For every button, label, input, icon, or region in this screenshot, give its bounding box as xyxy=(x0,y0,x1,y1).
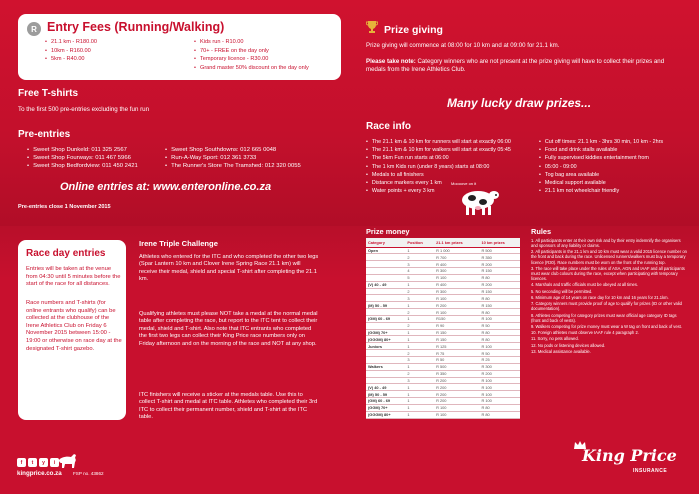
pre-entry-shop: • The Runner's Store The Tramshed: 012 320 0055 xyxy=(165,162,301,170)
prize-giving-text: Prize giving will commence at 08:00 for 10 km and at 09:00 for 21.1 km. xyxy=(366,42,560,49)
rule-item: 8. Athletes competing for category prizes must wear official age category ID tags (front and back of vests). xyxy=(531,312,677,323)
table-cell: 1 xyxy=(405,343,434,350)
race-info-item: • Water points + every 3 km xyxy=(366,187,511,195)
pre-entries-title: Pre-entries xyxy=(18,129,71,140)
table-cell: 5 xyxy=(405,274,434,281)
table-cell: 3 xyxy=(405,261,434,268)
table-cell xyxy=(366,261,405,268)
rule-item: 12. No pods or listening devices allowed. xyxy=(531,342,606,348)
table-cell: R 80 xyxy=(479,309,520,316)
table-cell: R 100 xyxy=(434,404,479,411)
table-cell: R 50 xyxy=(479,322,520,329)
rules-list xyxy=(531,238,687,414)
race-info-item: • Medals to all finishers xyxy=(366,171,511,179)
race-info-list-right xyxy=(539,138,663,195)
table-cell xyxy=(366,370,405,377)
rule-item: 5. No seconding will be permitted. xyxy=(531,288,593,294)
instagram-icon[interactable]: i xyxy=(50,458,59,467)
table-cell: (GM) 60 - 69 xyxy=(366,315,405,322)
table-cell: R 200 xyxy=(479,261,520,268)
table-header: 10 km prizes xyxy=(479,238,520,247)
race-info-item: • The 21.1 km & 10 km for runners will start at exactly 06:00 xyxy=(366,138,511,146)
table-cell: 1 xyxy=(405,247,434,254)
table-cell: R 350 xyxy=(479,254,520,261)
table-cell: 2 xyxy=(405,254,434,261)
itc-p1: Athletes who entered for the ITC and who completed the other two legs (Spar Lantern 10 km and Clover Irene Spring Race 21.1 km) will receive their medal, shield and special T-shirt after completing the 21.1 km. xyxy=(139,254,319,283)
prize-giving-note xyxy=(366,58,682,74)
table-cell: 1 xyxy=(405,315,434,322)
table-cell xyxy=(366,309,405,316)
table-cell: (V) 40 - 49 xyxy=(366,281,405,288)
race-day-card xyxy=(18,240,126,420)
table-cell xyxy=(366,377,405,384)
table-row xyxy=(366,281,520,288)
table-cell: R 80 xyxy=(479,274,520,281)
table-cell: R 100 xyxy=(479,343,520,350)
table-cell: (GGM) 70+ xyxy=(366,404,405,411)
table-cell: 2 xyxy=(405,322,434,329)
table-row xyxy=(366,302,520,309)
table-cell: 3 xyxy=(405,377,434,384)
entry-fee-item: • 10km - R160.00 xyxy=(45,47,97,56)
table-cell: (GGM) 70+ xyxy=(366,329,405,336)
table-cell: R 80 xyxy=(479,336,520,343)
race-info-item: • Tog bag area available xyxy=(539,171,663,179)
entry-fee-item: • 70+ - FREE on the day only xyxy=(194,47,309,56)
pre-entry-shop: • Sweet Shop Fourways: 011 467 5966 xyxy=(27,154,138,162)
table-row xyxy=(366,350,520,357)
prize-note-label: Please take note: xyxy=(366,58,416,65)
table-cell: R150 xyxy=(434,315,479,322)
rule-item: 7. Category winners must provide proof of age to qualify for prizes (ID or other valid documentation). xyxy=(531,301,682,312)
table-cell: (M) 50 - 59 xyxy=(366,391,405,398)
table-cell: R 200 xyxy=(434,302,479,309)
prize-giving-title: Prize giving xyxy=(384,24,443,36)
table-cell xyxy=(366,268,405,275)
table-cell xyxy=(366,254,405,261)
rules-title: Rules xyxy=(531,227,552,236)
table-cell: R 1 000 xyxy=(434,247,479,254)
rule-item: 13. Medical assistance available. xyxy=(531,349,591,355)
itc-title: Irene Triple Challenge xyxy=(139,239,218,248)
rule-item: 6. Minimum age of 14 years on race day for 10 km and 16 years for 21.1km. xyxy=(531,294,669,300)
table-row xyxy=(366,268,520,275)
table-cell: R 500 xyxy=(479,247,520,254)
pre-entry-shop: • Sweet Shop Southdowns: 012 665 0048 xyxy=(165,146,301,154)
race-info-item: • Distance markers every 1 km xyxy=(366,179,511,187)
table-cell: R 100 xyxy=(479,315,520,322)
table-cell: 4 xyxy=(405,268,434,275)
table-cell: 1 xyxy=(405,363,434,370)
table-row xyxy=(366,398,520,405)
table-cell: 3 xyxy=(405,295,434,302)
pre-entry-shop: • Run-A-Way Sport: 012 361 3733 xyxy=(165,154,301,162)
table-cell: R 100 xyxy=(434,411,479,418)
race-info-item: • 05:00 - 09:00 xyxy=(539,163,663,171)
table-row xyxy=(366,343,520,350)
table-cell: R 75 xyxy=(434,350,479,357)
table-cell: Juniors xyxy=(366,343,405,350)
prize-money-table xyxy=(366,238,520,419)
table-cell: Walkers xyxy=(366,363,405,370)
table-cell: 2 xyxy=(405,350,434,357)
entry-fees-list-right xyxy=(194,38,309,72)
race-day-p1: Entries will be taken at the venue from 04:30 until 5 minutes before the start of the race for all distances. xyxy=(26,266,121,288)
table-cell: R 90 xyxy=(434,322,479,329)
youtube-icon[interactable]: y xyxy=(39,458,48,467)
prize-note-text: Category winners who are not present at the prize giving will have to collect their prizes and medals from the Irene Athletics Club. xyxy=(366,58,665,73)
table-row xyxy=(366,357,520,364)
table-cell: R 150 xyxy=(479,302,520,309)
table-cell: 1 xyxy=(405,302,434,309)
table-row xyxy=(366,370,520,377)
table-cell: R 350 xyxy=(434,370,479,377)
table-cell: 2 xyxy=(405,288,434,295)
table-header-row xyxy=(366,238,520,247)
table-cell: R 400 xyxy=(434,281,479,288)
table-cell: (GGGM) 80+ xyxy=(366,411,405,418)
race-info-title: Race info xyxy=(366,121,412,132)
table-cell: R 200 xyxy=(479,281,520,288)
table-cell: R 200 xyxy=(479,370,520,377)
table-cell: R 100 xyxy=(479,398,520,405)
table-cell: R 125 xyxy=(434,343,479,350)
entry-fee-item: • Kids run - R10.00 xyxy=(194,38,309,47)
race-info-item: • The 1 km Kids run (under 8 years) starts at 08:00 xyxy=(366,163,511,171)
cow-caption: Moooove on it xyxy=(451,181,477,186)
table-cell: 3 xyxy=(405,357,434,364)
table-row xyxy=(366,384,520,391)
table-cell: R 80 xyxy=(479,404,520,411)
itc-p3: ITC finishers will receive a sticker at the medals table. Use this to collect T-shirt and medal at ITC table. Athletes who completed their 3rd ITC to collect their permanent number, shield and T-shirt at the ITC table. xyxy=(139,392,318,421)
brand-logo-sub: INSURANCE xyxy=(633,468,668,474)
table-cell: R 200 xyxy=(434,377,479,384)
table-cell: R 50 xyxy=(479,350,520,357)
table-header: 21.1 km prizes xyxy=(434,238,479,247)
rule-item: 1. All participants enter at their own risk and by their entry indemnify the organisers and sponsors of any liability or claims. xyxy=(531,238,681,249)
table-cell: R 25 xyxy=(479,357,520,364)
race-day-title: Race day entries xyxy=(26,248,106,259)
lucky-draw-banner: Many lucky draw prizes... xyxy=(447,96,592,110)
free-tshirts-text: To the first 500 pre-entries excluding the fun run xyxy=(18,106,150,113)
table-row xyxy=(366,377,520,384)
table-row xyxy=(366,261,520,268)
table-row xyxy=(366,295,520,302)
table-row xyxy=(366,411,520,418)
race-info-item: • Cut off times: 21.1 km - 3hrs 30 min, 10 km - 2hrs xyxy=(539,138,663,146)
race-info-item: • Food and drink stalls available xyxy=(539,146,663,154)
horse-icon xyxy=(57,452,79,468)
table-cell: (GM) 60 - 69 xyxy=(366,398,405,405)
entry-fees-list-left xyxy=(45,38,97,64)
pre-entries-list-right xyxy=(165,146,301,171)
table-cell: R 200 xyxy=(434,391,479,398)
table-row xyxy=(366,329,520,336)
table-cell: R 300 xyxy=(434,288,479,295)
facebook-icon[interactable]: f xyxy=(17,458,26,467)
race-info-item: • The 21.1 km & 10 km for walkers will start at exactly 05:45 xyxy=(366,146,511,154)
table-cell: R 300 xyxy=(434,268,479,275)
table-cell: (GGGM) 80+ xyxy=(366,336,405,343)
table-cell: 1 xyxy=(405,329,434,336)
table-header: Position xyxy=(405,238,434,247)
rule-item: 4. Marshals and traffic officials must be obeyed at all times. xyxy=(531,282,639,288)
entry-fee-item: • Grand master 50% discount on the day only xyxy=(194,64,309,73)
table-cell: 1 xyxy=(405,384,434,391)
table-row xyxy=(366,336,520,343)
table-cell xyxy=(366,295,405,302)
trophy-icon xyxy=(366,20,378,34)
pre-entries-list-left xyxy=(27,146,138,171)
race-info-item: • The 5km Fun run starts at 06:00 xyxy=(366,154,511,162)
table-cell: Open xyxy=(366,247,405,254)
table-cell: R 100 xyxy=(479,384,520,391)
pre-entry-shop: • Sweet Shop Bedfordview: 011 450 2421 xyxy=(27,162,138,170)
table-row xyxy=(366,315,520,322)
table-cell: 2 xyxy=(405,370,434,377)
race-day-p2: Race numbers and T-shirts (for online entrants who qualify) can be collected at the clubhouse of the Irene Athletics Club on Friday 6 November 2015 between 15:00 - 19:00 or otherwise on race day at the designated T-shirt gazebo. xyxy=(26,300,122,352)
twitter-icon[interactable]: t xyxy=(28,458,37,467)
table-cell: 1 xyxy=(405,336,434,343)
table-row xyxy=(366,288,520,295)
table-cell: R 400 xyxy=(434,261,479,268)
table-row xyxy=(366,274,520,281)
table-cell: 1 xyxy=(405,281,434,288)
fsp-number: FSP no. 43862 xyxy=(73,471,104,476)
rule-item: 10. Foreign athletes must observe IAAF rule 4 paragraph 2. xyxy=(531,330,639,336)
table-cell xyxy=(366,322,405,329)
table-cell: R 300 xyxy=(479,363,520,370)
table-cell: 1 xyxy=(405,404,434,411)
table-cell xyxy=(366,274,405,281)
table-cell: R 100 xyxy=(434,274,479,281)
pre-entries-close: Pre-entries close 1 November 2015 xyxy=(18,204,111,210)
rule-item: 2. All participants in the 21.1 km and 10 km must wear a valid 2015 licence number on the front and back during the race. Unlicensed runners/walkers must buy a temporary licence (R30). Race numbers must be worn on the front of the running top. xyxy=(531,249,687,265)
table-cell: R 100 xyxy=(479,377,520,384)
table-cell: R 150 xyxy=(434,329,479,336)
table-cell: R 100 xyxy=(434,309,479,316)
table-cell: R 150 xyxy=(479,288,520,295)
prize-money-title: Prize money xyxy=(366,227,410,236)
entry-fees-title: Entry Fees (Running/Walking) xyxy=(47,20,225,34)
rand-icon: R xyxy=(27,22,41,36)
table-cell xyxy=(366,288,405,295)
table-row xyxy=(366,247,520,254)
table-cell: R 80 xyxy=(479,329,520,336)
table-cell: R 150 xyxy=(434,336,479,343)
table-cell: R 80 xyxy=(479,411,520,418)
social-icons xyxy=(17,458,59,467)
table-row xyxy=(366,404,520,411)
rule-item: 3. The race will take place under the rules of ASA, AGN and IAAF and all participants must wear club colours during the race, except when participating with temporary licences. xyxy=(531,265,685,282)
table-cell: R 50 xyxy=(434,357,479,364)
table-cell: R 100 xyxy=(434,295,479,302)
rule-item: 9. Walkers competing for prize money must wear a W tag on front and back of vest. xyxy=(531,323,682,329)
table-row xyxy=(366,363,520,370)
race-info-item: • Medical support available xyxy=(539,179,663,187)
table-cell: R 200 xyxy=(434,384,479,391)
table-cell: R 700 xyxy=(434,254,479,261)
table-cell: 2 xyxy=(405,309,434,316)
table-row xyxy=(366,254,520,261)
table-cell: 1 xyxy=(405,398,434,405)
cow-icon xyxy=(456,186,502,216)
table-cell xyxy=(366,350,405,357)
table-row xyxy=(366,391,520,398)
table-cell xyxy=(366,357,405,364)
race-info-item: • 21.1 km not wheelchair friendly xyxy=(539,187,663,195)
table-cell: (M) 50 - 59 xyxy=(366,302,405,309)
itc-p2: Qualifying athletes must please NOT take a medal at the normal medal table after completing the race, but report to the ITC tent to collect their medal, shield and T-shirt. Also note that ITC entrants who completed the first two legs can collect their King Price race numbers only on Friday afternoon and on the morning of the race and NOT at any shop. xyxy=(139,311,318,347)
table-cell: R 100 xyxy=(479,391,520,398)
entry-fees-card xyxy=(18,14,341,80)
table-cell: R 80 xyxy=(479,295,520,302)
table-cell: 1 xyxy=(405,391,434,398)
pre-entry-shop: • Sweet Shop Dunkeld: 011 325 2567 xyxy=(27,146,138,154)
table-cell: R 200 xyxy=(434,398,479,405)
table-cell: R 500 xyxy=(434,363,479,370)
site-link[interactable]: kingprice.co.za xyxy=(17,470,62,477)
entry-fee-item: • Temporary licence - R30.00 xyxy=(194,55,309,64)
rule-item: 11. Sorry, no pets allowed. xyxy=(531,336,579,342)
free-tshirts-title: Free T-shirts xyxy=(18,88,79,99)
table-row xyxy=(366,309,520,316)
table-cell: 1 xyxy=(405,411,434,418)
entry-fee-item: • 5km - R40.00 xyxy=(45,55,97,64)
race-info-item: • Fully supervised kiddies entertainment from xyxy=(539,154,663,162)
brand-logo: King Price xyxy=(582,446,677,465)
online-entries-link[interactable]: Online entries at: www.enteronline.co.za xyxy=(60,181,272,193)
table-cell: R 150 xyxy=(479,268,520,275)
table-header: Category xyxy=(366,238,405,247)
table-row xyxy=(366,322,520,329)
entry-fee-item: • 21.1 km - R180.00 xyxy=(45,38,97,47)
table-cell: (V) 40 - 49 xyxy=(366,384,405,391)
